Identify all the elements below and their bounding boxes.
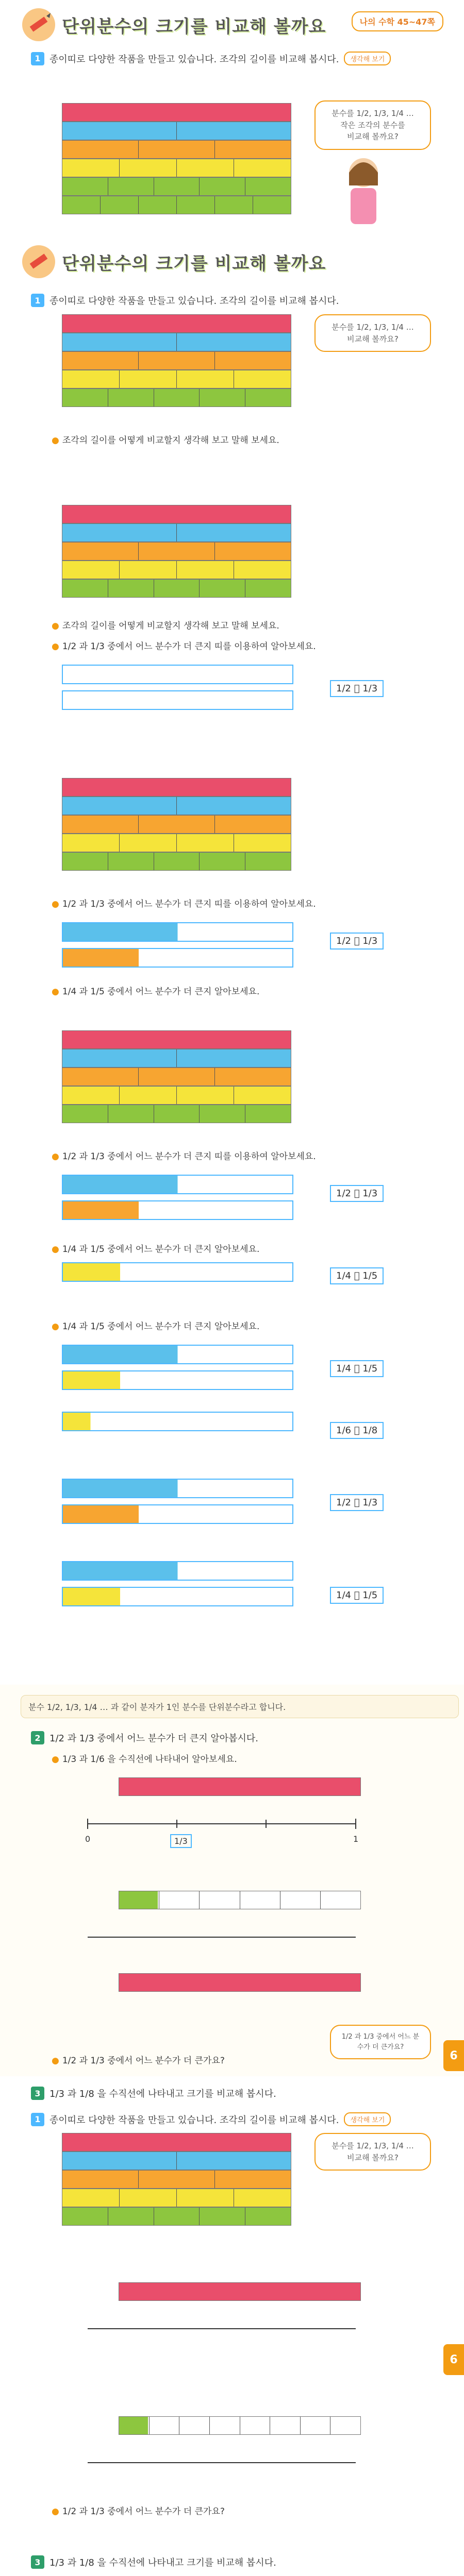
strip-thirds: [62, 140, 291, 159]
compare-box[interactable]: 1/2 ⃝ 1/3: [330, 680, 384, 697]
number-line: [77, 1922, 366, 1953]
lesson-title: 단위분수의 크기를 비교해 볼까요: [62, 253, 326, 274]
strip-eighth: [119, 2416, 361, 2435]
step-2-instruction: [31, 1731, 258, 1744]
strip-quarters: [62, 834, 291, 852]
number-line: [77, 2313, 366, 2344]
step-1-instruction: [31, 294, 339, 307]
think-button[interactable]: 생각해 보기: [344, 2112, 391, 2126]
strip-halves: [62, 122, 291, 140]
lesson-title: 단위분수의 크기를 비교해 볼까요: [62, 16, 326, 37]
instruction-text: 1/2 과 1/3 중에서 어느 분수가 더 큰지 알아봅시다.: [49, 1733, 259, 1744]
strip-whole: [119, 1973, 361, 1992]
compare-box[interactable]: 1/2 ⃝ 1/3: [330, 933, 384, 950]
compare-box[interactable]: 1/2 ⃝ 1/3: [330, 1185, 384, 1202]
pencil-icon: [21, 7, 57, 43]
frame-9: [0, 2076, 464, 2386]
frame-6: [0, 1309, 464, 1469]
step-number: 2: [31, 1731, 44, 1744]
think-button[interactable]: 생각해 보기: [344, 52, 391, 65]
fraction-bars: [119, 2416, 361, 2435]
paper-strips: [62, 1030, 291, 1123]
frame-4: [0, 768, 464, 1021]
speech-bubble: 분수를 1/2, 1/3, 1/4 … 비교해 볼까요?: [314, 2133, 431, 2171]
instruction-text: 1/3 과 1/8 을 수직선에 나타내고 크기를 비교해 봅시다.: [49, 2089, 276, 2099]
numline-end: 1: [353, 1834, 359, 1844]
chapter-tab[interactable]: 6: [443, 2040, 464, 2071]
step-1-instruction: [31, 2112, 391, 2126]
frame-10: [0, 2385, 464, 2576]
title-row: [21, 9, 326, 40]
compare-box[interactable]: 1/6 ⃝ 1/8: [330, 1422, 384, 1439]
frame-1: [0, 0, 464, 98]
answer-strip-box[interactable]: [62, 1504, 293, 1524]
bullet-2: ● 1/2 과 1/3 중에서 어느 분수가 더 큰지 띠를 이용하여 알아보세요.: [52, 899, 316, 909]
fraction-bars: [119, 1777, 361, 1796]
bullet-1: ● 조각의 길이를 어떻게 비교할지 생각해 보고 말해 보세요.: [52, 435, 279, 446]
strip-quarters: [62, 1086, 291, 1105]
title-row: [21, 246, 326, 277]
strip-whole: [62, 103, 291, 122]
compare-box[interactable]: 1/4 ⃝ 1/5: [330, 1267, 384, 1284]
strip-fifths: [62, 2207, 291, 2226]
step-number: 3: [31, 2087, 44, 2100]
instruction-text: 종이띠로 다양한 작품을 만들고 있습니다. 조각의 길이를 비교해 봅시다.: [49, 54, 339, 65]
answer-strip-box[interactable]: [62, 690, 293, 710]
compare-box[interactable]: 1/4 ⃝ 1/5: [330, 1587, 384, 1604]
compare-box[interactable]: 1/4 ⃝ 1/5: [330, 1360, 384, 1377]
compare-box[interactable]: 1/2 ⃝ 1/3: [330, 1494, 384, 1511]
strip-sixth: [119, 1891, 361, 1909]
page-badge: 나의 수학 45~47쪽: [352, 11, 443, 31]
pencil-icon: [21, 244, 57, 280]
answer-strip-box[interactable]: [62, 1175, 293, 1194]
strip-whole: [62, 2133, 291, 2151]
numline-mark: 1/3: [170, 1834, 192, 1848]
frame-5: [0, 1020, 464, 1309]
bullet-3: ● 1/4 과 1/5 중에서 어느 분수가 더 큰지 알아보세요.: [52, 1244, 260, 1255]
bullet-2: ● 1/2 과 1/3 중에서 어느 분수가 더 큰지 띠를 이용하여 알아보세요.: [52, 641, 316, 652]
paper-strips: [62, 2133, 291, 2226]
strip-halves: [62, 796, 291, 815]
step-3-instruction: [31, 2087, 276, 2100]
step-1-instruction: [31, 52, 391, 65]
strip-thirds: [62, 2170, 291, 2189]
fraction-bars: [119, 2282, 361, 2301]
strip-halves: [62, 1049, 291, 1067]
answer-strip-box[interactable]: [62, 665, 293, 684]
strip-whole: [62, 1030, 291, 1049]
fraction-bars: [119, 1973, 361, 1992]
bullet-number-line: ● 1/3 과 1/6 을 수직선에 나타내어 알아보세요.: [52, 1754, 237, 1765]
strip-quarters: [62, 2189, 291, 2207]
paper-strips: [62, 505, 291, 598]
bullet-3: ● 1/4 과 1/5 중에서 어느 분수가 더 큰지 알아보세요.: [52, 1321, 260, 1332]
answer-strip-box[interactable]: [62, 1479, 293, 1498]
paper-strips: [62, 778, 291, 871]
strip-fifths: [62, 852, 291, 871]
strip-thirds: [62, 351, 291, 370]
answer-strip-box[interactable]: [62, 922, 293, 942]
answer-strip-box[interactable]: [62, 1262, 293, 1282]
answer-strip-box[interactable]: [62, 1345, 293, 1364]
strip-whole: [62, 505, 291, 523]
bullet-1: ● 조각의 길이를 어떻게 비교할지 생각해 보고 말해 보세요.: [52, 621, 279, 631]
instruction-text: 종이띠로 다양한 작품을 만들고 있습니다. 조각의 길이를 비교해 봅시다.: [49, 2114, 339, 2126]
answer-strip-box[interactable]: [62, 1587, 293, 1606]
step-3-instruction: [31, 2555, 276, 2569]
strip-quarters: [62, 370, 291, 388]
chapter-tab[interactable]: 6: [443, 2344, 464, 2375]
step-number: 1: [31, 2113, 44, 2126]
fraction-bars: [119, 1891, 361, 1909]
strip-fifths: [62, 1105, 291, 1123]
frame-strips-1: [0, 98, 464, 238]
question-line: ● 1/2 과 1/3 중에서 어느 분수가 더 큰가요?: [52, 2506, 225, 2517]
strip-sixths: [62, 196, 291, 214]
strip-fifths: [62, 177, 291, 196]
paper-strips: [62, 103, 291, 214]
strip-halves: [62, 333, 291, 351]
answer-strip-box[interactable]: [62, 1561, 293, 1581]
frame-7: [0, 1468, 464, 1685]
hint-bubble: 1/2 과 1/3 중에서 어느 분수가 더 큰가요?: [330, 2025, 431, 2059]
girl-character: [335, 155, 392, 232]
answer-strip-box[interactable]: [62, 948, 293, 968]
instruction-text: 종이띠로 다양한 작품을 만들고 있습니다. 조각의 길이를 비교해 봅시다.: [49, 296, 339, 307]
strip-halves: [62, 523, 291, 542]
numline-start: 0: [85, 1834, 91, 1844]
paper-strips: [62, 314, 291, 407]
concept-box: 분수 1/2, 1/3, 1/4 … 과 같이 분자가 1인 분수를 단위분수라고 합니다.: [21, 1695, 459, 1718]
answer-strip-box[interactable]: [62, 1412, 293, 1431]
strip-whole: [62, 778, 291, 796]
strip-whole: [62, 314, 291, 333]
frame-3: [0, 495, 464, 768]
strip-fifths: [62, 388, 291, 407]
number-line: [77, 2447, 366, 2478]
instruction-text: 1/3 과 1/8 을 수직선에 나타내고 크기를 비교해 봅시다.: [49, 2557, 276, 2568]
strip-thirds: [62, 815, 291, 834]
speech-bubble: 분수를 1/2, 1/3, 1/4 … 작은 조각의 분수를 비교해 볼까요?: [314, 100, 431, 150]
frame-2: [0, 237, 464, 495]
speech-bubble: 분수를 1/2, 1/3, 1/4 … 비교해 볼까요?: [314, 314, 431, 352]
strip-thirds: [62, 542, 291, 561]
strip-quarters: [62, 159, 291, 177]
bullet-2: ● 1/2 과 1/3 중에서 어느 분수가 더 큰지 띠를 이용하여 알아보세요.: [52, 1151, 316, 1162]
number-line: [77, 1808, 366, 1839]
step-number: 1: [31, 294, 44, 307]
strip-quarters: [62, 561, 291, 579]
strip-whole: [119, 1777, 361, 1796]
answer-strip-box[interactable]: [62, 1200, 293, 1220]
frame-8: [0, 1685, 464, 2077]
step-number: 1: [31, 52, 44, 65]
step-number: 3: [31, 2555, 44, 2569]
strip-fifths: [62, 579, 291, 598]
strip-thirds: [62, 1067, 291, 1086]
answer-strip-box[interactable]: [62, 1370, 293, 1390]
question-line: ● 1/2 과 1/3 중에서 어느 분수가 더 큰가요?: [52, 2056, 225, 2066]
strip-whole: [119, 2282, 361, 2301]
bullet-3: ● 1/4 과 1/5 중에서 어느 분수가 더 큰지 알아보세요.: [52, 987, 260, 997]
strip-halves: [62, 2151, 291, 2170]
